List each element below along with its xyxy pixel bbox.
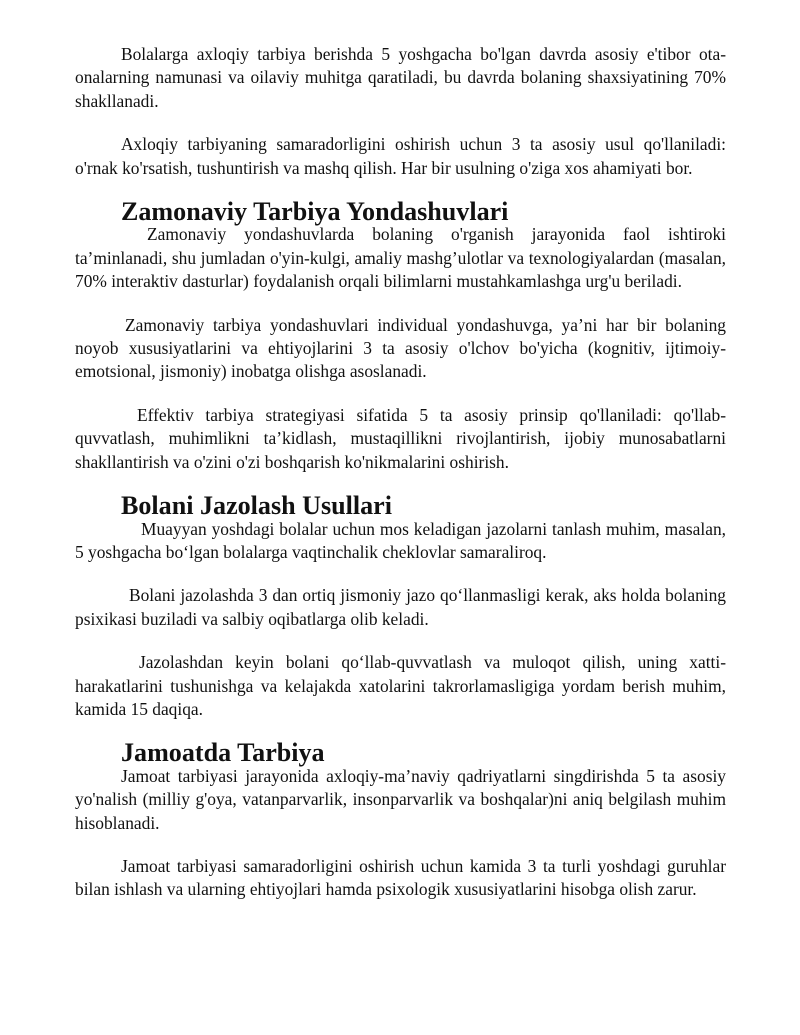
intro-paragraph-1: Bolalarga axloqiy tarbiya berishda 5 yoshgacha bo'lgan davrda asosiy e'tibor ota-onalarning namunasi va oilaviy muhitga qaratiladi, bu davrda bolaning shaxsiyatining 70% shakllanadi. bbox=[75, 44, 726, 111]
punishment-paragraph-3: Jazolashdan keyin bolani qoʻllab-quvvatlash va muloqot qilish, uning xatti-harakatlarini tushunishga va kelajakda xatolarini takrorlamasligiga yordam berish muhim, kamida 15 daqiqa. bbox=[75, 652, 726, 719]
community-paragraph-1: Jamoat tarbiyasi jarayonida axloqiy-ma’naviy qadriyatlarni singdirishda 5 ta asosiy yo'nalish (milliy g'oya, vatanparvarlik, insonparvarlik va boshqalar)ni aniq belgilash muhim hisoblanadi. bbox=[75, 765, 726, 833]
document-page bbox=[75, 43, 726, 902]
section-heading-modern: Zamonaviy Tarbiya Yondashuvlari bbox=[121, 197, 509, 227]
modern-paragraph-1: Zamonaviy yondashuvlarda bolaning o'rganish jarayonida faol ishtiroki ta’minlanadi, shu jumladan o'yin-kulgi, amaliy mashg’ulotlar va texnologiyalardan (masalan, 70% interaktiv dasturlar) foydalanish orqali bilimlarni mustahkamlashga urg'u beriladi. bbox=[75, 224, 726, 292]
section-punishment-methods bbox=[75, 491, 726, 721]
intro-paragraph-2: Axloqiy tarbiyaning samaradorligini oshirish uchun 3 ta asosiy usul qo'llaniladi: o'rnak ko'rsatish, tushuntirish va mashq qilish. Har bir usulning o'ziga xos ahamiyati bor. bbox=[75, 134, 726, 178]
section-modern-approaches bbox=[75, 197, 726, 474]
modern-paragraph-3: Effektiv tarbiya strategiyasi sifatida 5 ta asosiy prinsip qo'llaniladi: qo'llab-quvvatlash, muhimlikni ta’kidlash, mustaqillikni rivojlantirish, ijobiy munosabatlarni shakllantirish va o'zini o'zi boshqarish ko'nikmalarini oshirish. bbox=[75, 404, 726, 472]
punishment-paragraph-2: Bolani jazolashda 3 dan ortiq jismoniy jazo qoʻllanmasligi kerak, aks holda bolaning psixikasi buziladi va salbiy oqibatlarga olib keladi. bbox=[75, 585, 726, 629]
section-heading-punishment: Bolani Jazolash Usullari bbox=[121, 491, 392, 521]
modern-paragraph-2: Zamonaviy tarbiya yondashuvlari individual yondashuvga, ya’ni har bir bolaning noyob xususiyatlarini va ehtiyojlarini 3 ta asosiy o'lchov bo'yicha (kognitiv, ijtimoiy-emotsional, jismoniy) inobatga olishga asoslanadi. bbox=[75, 314, 726, 382]
community-paragraph-2: Jamoat tarbiyasi samaradorligini oshirish uchun kamida 3 ta turli yoshdagi guruhlar bilan ishlash va ularning ehtiyojlari hamda psixologik xususiyatlarini hisobga olish zarur. bbox=[75, 855, 726, 900]
section-community-upbringing bbox=[75, 738, 726, 901]
punishment-paragraph-1: Muayyan yoshdagi bolalar uchun mos keladigan jazolarni tanlash muhim, masalan, 5 yoshgacha boʻlgan bolalarga vaqtinchalik cheklovlar samaraliroq. bbox=[75, 518, 726, 562]
section-heading-community: Jamoatda Tarbiya bbox=[121, 738, 325, 768]
